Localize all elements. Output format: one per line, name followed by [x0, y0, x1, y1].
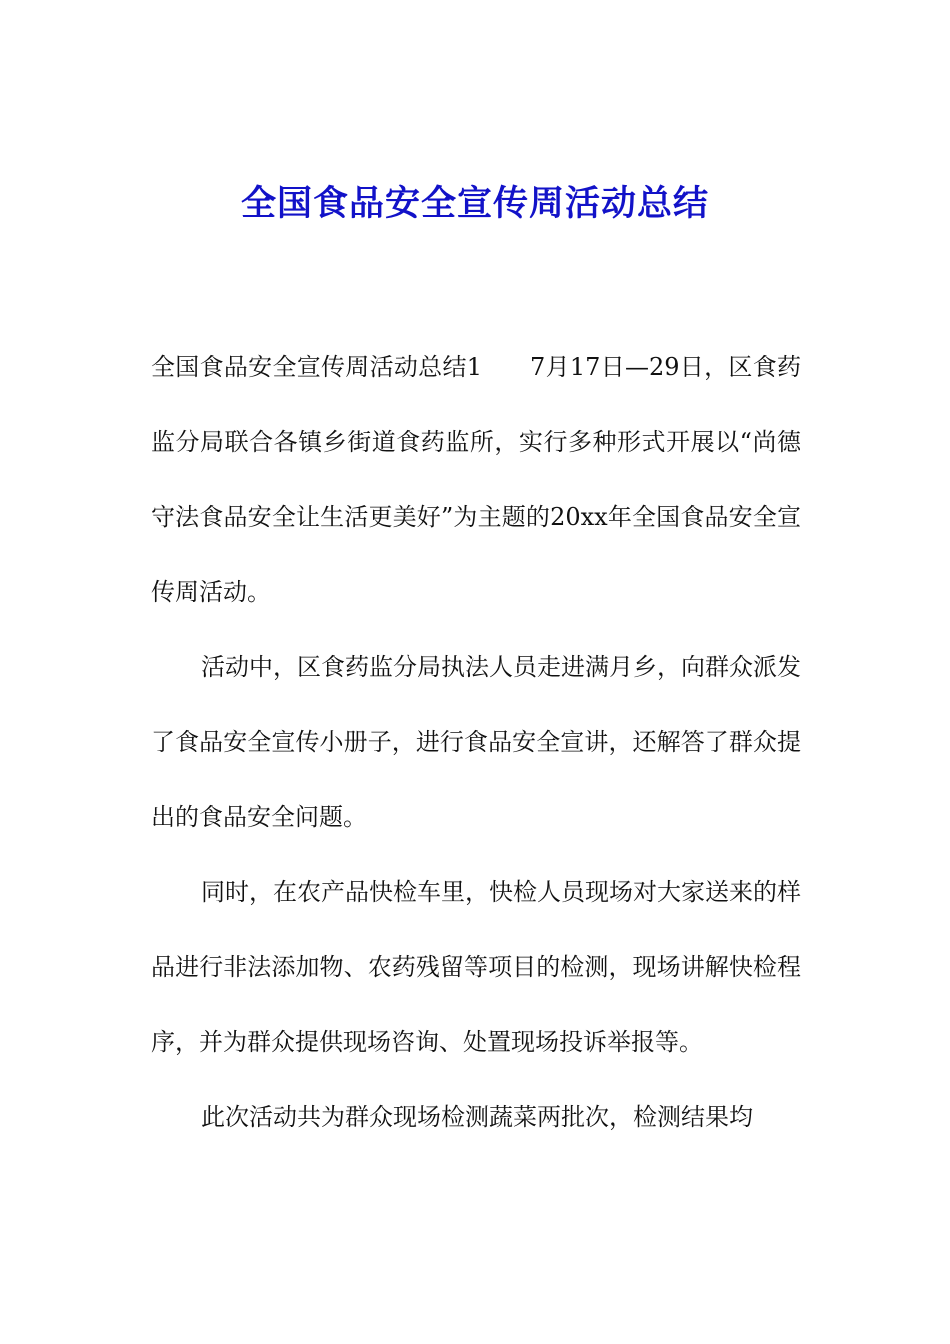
document-body	[151, 330, 801, 1155]
document-title: 全国食品安全宣传周活动总结	[240, 183, 709, 224]
paragraph-4: 此次活动共为群众现场检测蔬菜两批次，检测结果均	[201, 1103, 753, 1131]
paragraph-1-text: 7月17日—29日，区食药监分局联合各镇乡街道食药监所，实行多种形式开展以“尚德守法食品安全让生活更美好”为主题的20xx年全国食品安全宣传周活动。	[151, 353, 801, 606]
paragraph-3: 同时，在农产品快检车里，快检人员现场对大家送来的样品进行非法添加物、农药残留等项目的检测，现场讲解快检程序，并为群众提供现场咨询、处置现场投诉举报等。	[151, 878, 801, 1056]
paragraph-1	[151, 330, 801, 630]
paragraph-2: 活动中，区食药监分局执法人员走进满月乡，向群众派发了食品安全宣传小册子，进行食品安全宣讲，还解答了群众提出的食品安全问题。	[151, 653, 801, 831]
paragraph-1-heading: 全国食品安全宣传周活动总结1	[151, 353, 483, 381]
